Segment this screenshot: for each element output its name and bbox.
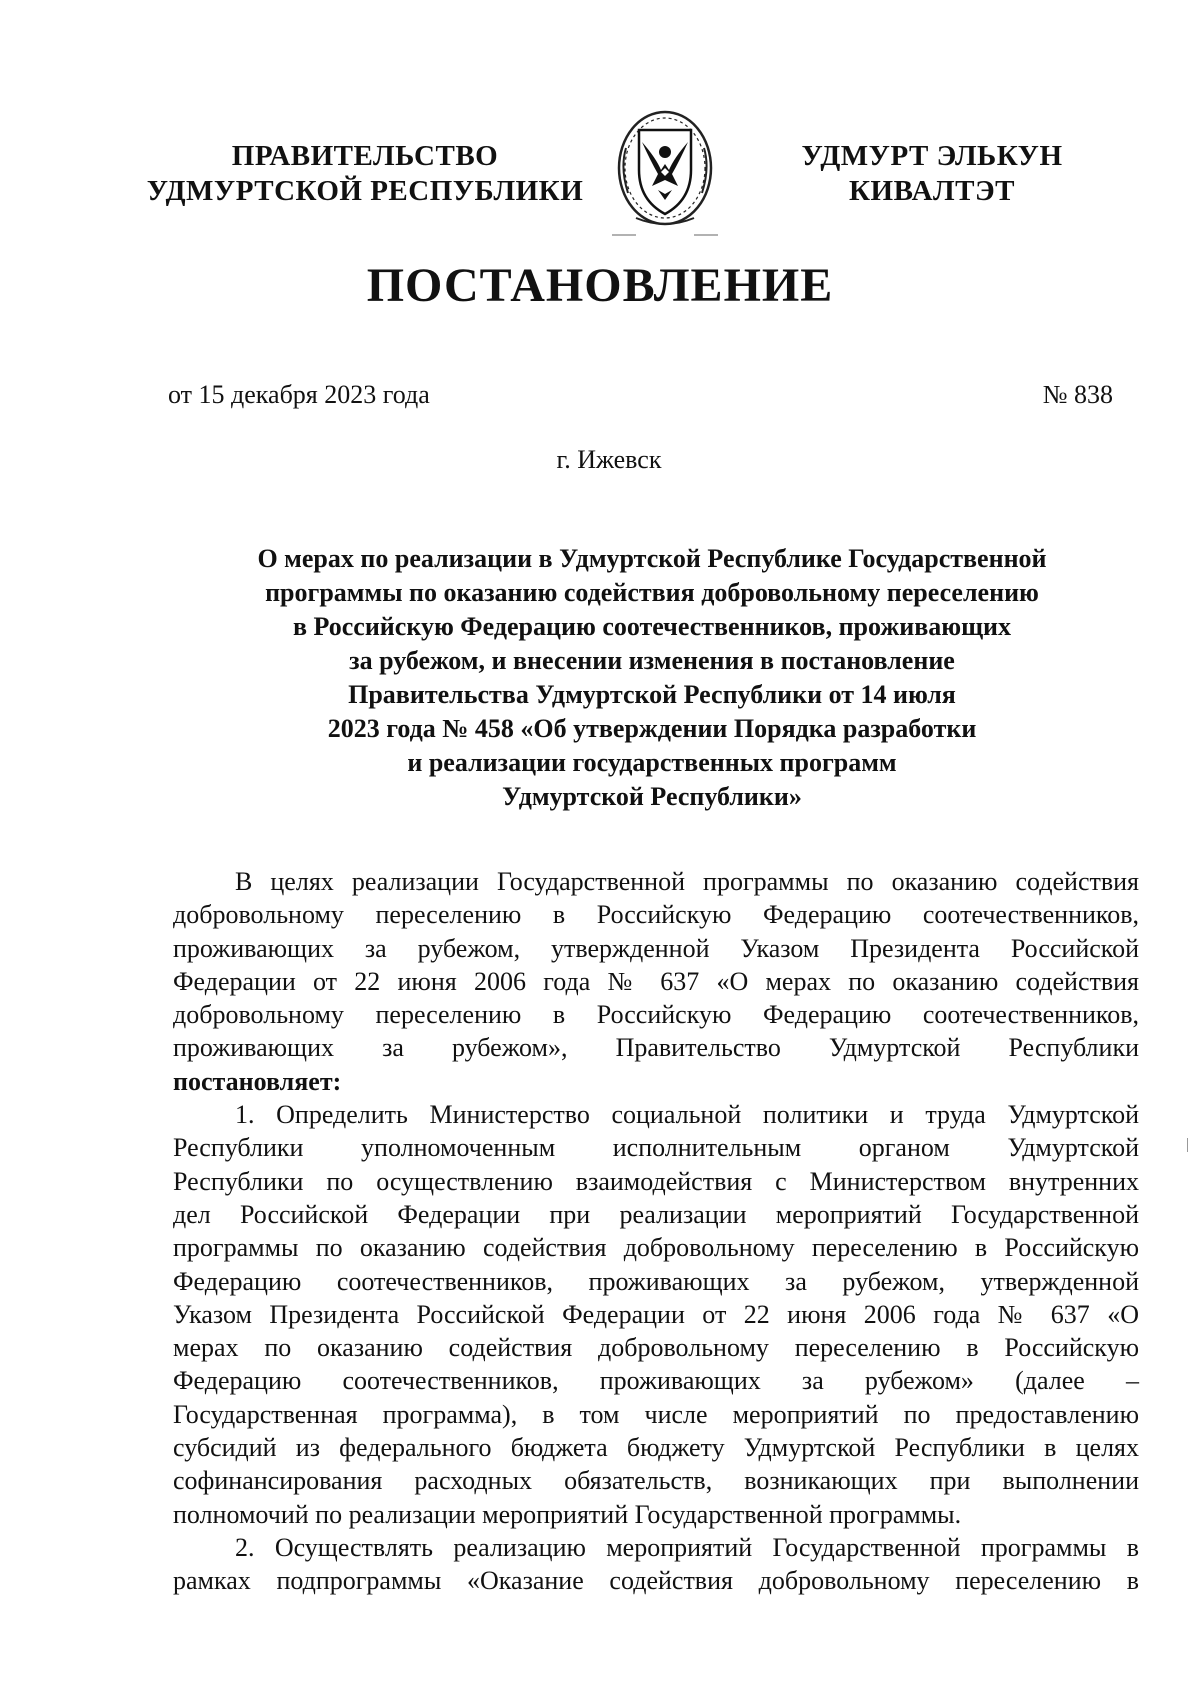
document-city: г. Ижевск (556, 445, 662, 474)
document-title: ПОСТАНОВЛЕНИЕ (366, 259, 834, 312)
body-line: В целях реализации Государственной программы по оказанию содействия (235, 867, 1139, 896)
header-left-line-2: УДМУРТСКОЙ РЕСПУБЛИКИ (146, 175, 584, 207)
body-line: дел Российской Федерации при реализации мероприятий Государственной (173, 1199, 1139, 1229)
subject-line: программы по оказанию содействия добровольному переселению (265, 578, 1039, 607)
body-line: полномочий по реализации мероприятий Государственной программы. (173, 1499, 962, 1529)
scan-mark (1187, 1138, 1188, 1152)
subject-line: и реализации государственных программ (407, 748, 897, 777)
header-left-line-1: ПРАВИТЕЛЬСТВО (231, 140, 499, 172)
body-line: Федерацию соотечественников, проживающих за рубежом, утвержденной (173, 1266, 1139, 1296)
body-line: Федерацию соотечественников, проживающих за рубежом» (далее – (173, 1366, 1139, 1396)
subject-line: за рубежом, и внесении изменения в постановление (349, 646, 955, 675)
document-body (173, 865, 1139, 1598)
header-right-line-1: УДМУРТ ЭЛЬКУН (801, 140, 1063, 172)
subject-line: Правительства Удмуртской Республики от 14 июля (348, 680, 956, 709)
document-number: № 838 (1042, 380, 1113, 409)
header-left (130, 139, 600, 209)
body-line: добровольному переселению в Российскую Федерацию соотечественников, (173, 1000, 1139, 1030)
document-subject (160, 542, 1144, 814)
coat-of-arms-emblem (606, 108, 724, 240)
body-line-decree: постановляет: (173, 1066, 342, 1096)
subject-line: Удмуртской Республики» (502, 782, 802, 811)
subject-line: в Российскую Федерацию соотечественников, проживающих (292, 612, 1012, 641)
body-line: 1. Определить Министерство социальной политики и труда Удмуртской (235, 1100, 1139, 1130)
subject-line: 2023 года № 458 «Об утверждении Порядка разработки (327, 714, 977, 743)
body-line: проживающих за рубежом, утвержденной Указом Президента Российской (173, 933, 1139, 963)
body-line: проживающих за рубежом», Правительство Удмуртской Республики (173, 1033, 1139, 1063)
body-line: Государственная программа), в том числе мероприятий по предоставлению (173, 1399, 1139, 1429)
body-line: Федерации от 22 июня 2006 года № 637 «О мерах по оказанию содействия (173, 966, 1139, 996)
body-line: 2. Осуществлять реализацию мероприятий Государственной программы в (235, 1532, 1139, 1562)
body-line: субсидий из федерального бюджета бюджету Удмуртской Республики в целях (173, 1433, 1139, 1463)
document-date: от 15 декабря 2023 года (168, 380, 430, 409)
body-line: Указом Президента Российской Федерации от 22 июня 2006 года № 637 «О (173, 1299, 1139, 1329)
header-right (782, 139, 1082, 209)
body-line: софинансирования расходных обязательств, возникающих при выполнении (173, 1466, 1139, 1496)
body-line: добровольному переселению в Российскую Федерацию соотечественников, (173, 900, 1139, 930)
body-line: рамках подпрограммы «Оказание содействия добровольному переселению в (173, 1566, 1139, 1596)
subject-line: О мерах по реализации в Удмуртской Республике Государственной (257, 544, 1047, 573)
body-line: мерах по оказанию содействия добровольному переселению в Российскую (173, 1333, 1139, 1363)
body-line: Республики по осуществлению взаимодействия с Министерством внутренних (173, 1166, 1139, 1196)
body-line: программы по оказанию содействия добровольному переселению в Российскую (173, 1233, 1139, 1263)
body-line: Республики уполномоченным исполнительным органом Удмуртской (173, 1133, 1139, 1163)
header-right-line-2: КИВАЛТЭТ (848, 175, 1015, 207)
